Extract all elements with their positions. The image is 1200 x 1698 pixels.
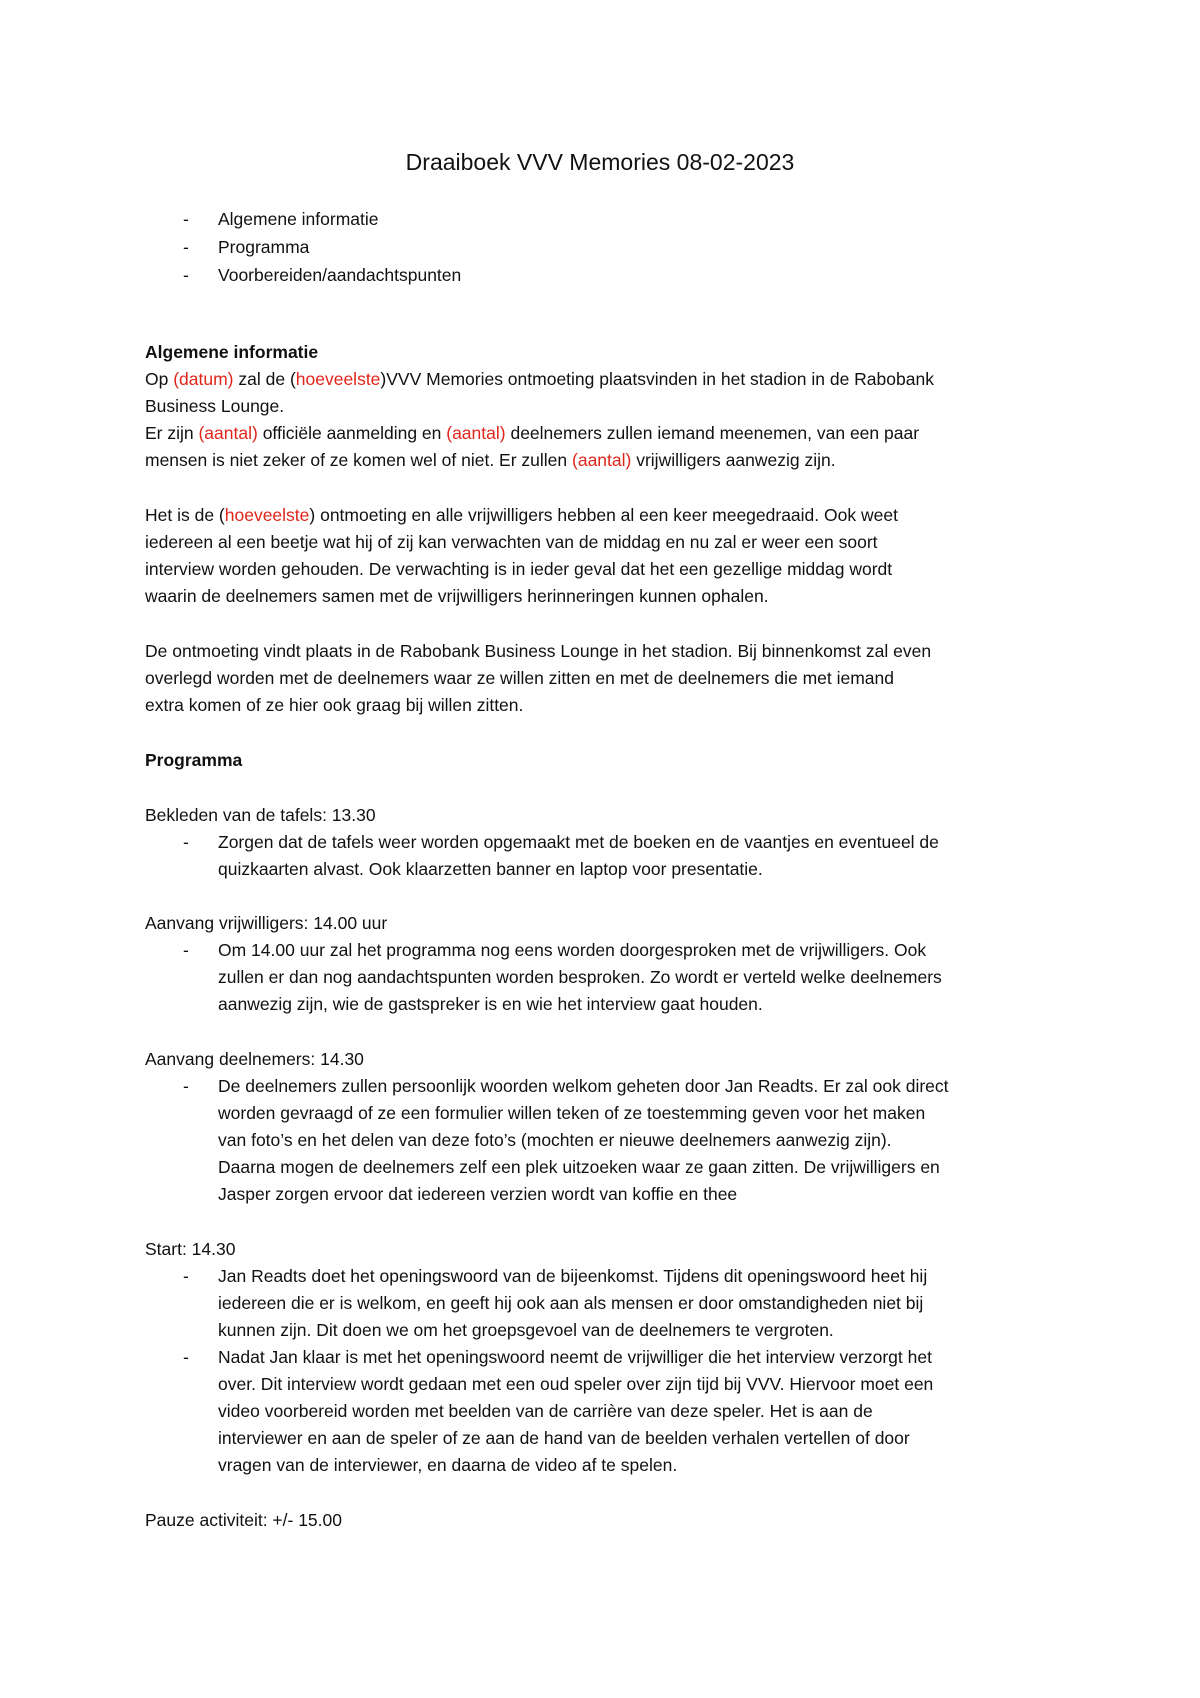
text-run: Er zijn [145, 423, 199, 443]
toc-item-algemene-informatie: Algemene informatie [218, 209, 379, 229]
text-run: deelnemers zullen iemand meenemen, van een paar [505, 423, 920, 443]
schedule-label-pauze: Pauze activiteit: +/- 15.00 [145, 1510, 342, 1530]
bullet-line: De deelnemers zullen persoonlijk woorden welkom geheten door Jan Readts. Er zal ook direct [218, 1076, 949, 1096]
paragraph-line: overlegd worden met de deelnemers waar ze willen zitten en met de deelnemers die met iemand [145, 668, 895, 688]
placeholder-aantal: (aantal) [446, 423, 506, 443]
paragraph-line: interview worden gehouden. De verwachting is in ieder geval dat het een gezellige middag wordt [145, 559, 893, 579]
bullet-dash: - [183, 940, 189, 960]
section-heading-programma: Programma [145, 750, 243, 770]
placeholder-aantal: (aantal) [572, 450, 632, 470]
paragraph-line: Business Lounge. [145, 396, 285, 416]
text-run: Op [145, 369, 174, 389]
bullet-line: kunnen zijn. Dit doen we om het groepsgevoel van de deelnemers te vergroten. [218, 1320, 834, 1340]
bullet-dash: - [183, 1347, 189, 1367]
bullet-line: interviewer en aan de speler of ze aan de hand van de beelden verhalen vertellen of door [218, 1428, 910, 1448]
paragraph-line: De ontmoeting vindt plaats in de Rabobank Business Lounge in het stadion. Bij binnenkomst zal even [145, 641, 932, 661]
placeholder-datum: (datum) [173, 369, 234, 389]
paragraph-line [145, 504, 898, 526]
placeholder-hoeveelste: hoeveelste [224, 505, 310, 525]
text-run: )VVV Memories ontmoeting plaatsvinden in het stadion in de Rabobank [380, 369, 934, 389]
bullet-line: Om 14.00 uur zal het programma nog eens worden doorgesproken met de vrijwilligers. Ook [218, 940, 927, 960]
text-run: vrijwilligers aanwezig zijn. [631, 450, 836, 470]
bullet-line: quizkaarten alvast. Ook klaarzetten banner en laptop voor presentatie. [218, 859, 763, 879]
paragraph-line: iedereen al een beetje wat hij of zij kan verwachten van de middag en nu zal er weer een soort [145, 532, 878, 552]
text-run: Het is de ( [145, 505, 225, 525]
bullet-line: van foto’s en het delen van deze foto’s (mochten er nieuwe deelnemers aanwezig zijn). [218, 1130, 892, 1150]
paragraph-line [145, 449, 836, 471]
paragraph-line [145, 368, 934, 390]
bullet-dash: - [183, 1266, 189, 1286]
bullet-dash: - [183, 832, 189, 852]
schedule-label-vrijwilligers: Aanvang vrijwilligers: 14.00 uur [145, 913, 388, 933]
bullet-line: iedereen die er is welkom, en geeft hij ook aan als mensen er door omstandigheden niet bij [218, 1293, 924, 1313]
bullet-dash: - [183, 209, 189, 229]
placeholder-aantal: (aantal) [198, 423, 258, 443]
paragraph-line [145, 422, 919, 444]
text-run: mensen is niet zeker of ze komen wel of niet. Er zullen [145, 450, 573, 470]
bullet-line: Zorgen dat de tafels weer worden opgemaakt met de boeken en de vaantjes en eventueel de [218, 832, 939, 852]
bullet-line: over. Dit interview wordt gedaan met een oud speler over zijn tijd bij VVV. Hiervoor moet een [218, 1374, 934, 1394]
placeholder-hoeveelste: hoeveelste [295, 369, 381, 389]
schedule-label-start: Start: 14.30 [145, 1239, 236, 1259]
bullet-line: Nadat Jan klaar is met het openingswoord neemt de vrijwilliger die het interview verzorgt het [218, 1347, 932, 1367]
toc-item-voorbereiden: Voorbereiden/aandachtspunten [218, 265, 462, 285]
bullet-dash: - [183, 1076, 189, 1096]
bullet-line: Jan Readts doet het openingswoord van de bijeenkomst. Tijdens dit openingswoord heet hij [218, 1266, 928, 1286]
bullet-dash: - [183, 265, 189, 285]
paragraph-line: extra komen of ze hier ook graag bij willen zitten. [145, 695, 524, 715]
document-title: Draaiboek VVV Memories 08-02-2023 [405, 149, 795, 175]
bullet-line: video voorbereid worden met beelden van de carrière van deze speler. Het is aan de [218, 1401, 873, 1421]
bullet-line: worden gevraagd of ze een formulier willen teken of ze toestemming geven voor het maken [218, 1103, 926, 1123]
paragraph-line: waarin de deelnemers samen met de vrijwilligers herinneringen kunnen ophalen. [145, 586, 769, 606]
bullet-line: zullen er dan nog aandachtspunten worden besproken. Zo wordt er verteld welke deelnemers [218, 967, 942, 987]
section-heading-algemene-informatie: Algemene informatie [145, 342, 319, 362]
toc-item-programma: Programma [218, 237, 310, 257]
bullet-line: Daarna mogen de deelnemers zelf een plek uitzoeken waar ze gaan zitten. De vrijwilligers en [218, 1157, 940, 1177]
schedule-label-bekleden: Bekleden van de tafels: 13.30 [145, 805, 376, 825]
text-run: officiële aanmelding en [257, 423, 447, 443]
bullet-line: aanwezig zijn, wie de gastspreker is en wie het interview gaat houden. [218, 994, 763, 1014]
schedule-label-deelnemers: Aanvang deelnemers: 14.30 [145, 1049, 364, 1069]
text-run: zal de ( [233, 369, 296, 389]
bullet-line: vragen van de interviewer, en daarna de video af te spelen. [218, 1455, 678, 1475]
bullet-line: Jasper zorgen ervoor dat iedereen verzien wordt van koffie en thee [218, 1184, 738, 1204]
bullet-dash: - [183, 237, 189, 257]
text-run: ) ontmoeting en alle vrijwilligers hebben al een keer meegedraaid. Ook weet [309, 505, 898, 525]
